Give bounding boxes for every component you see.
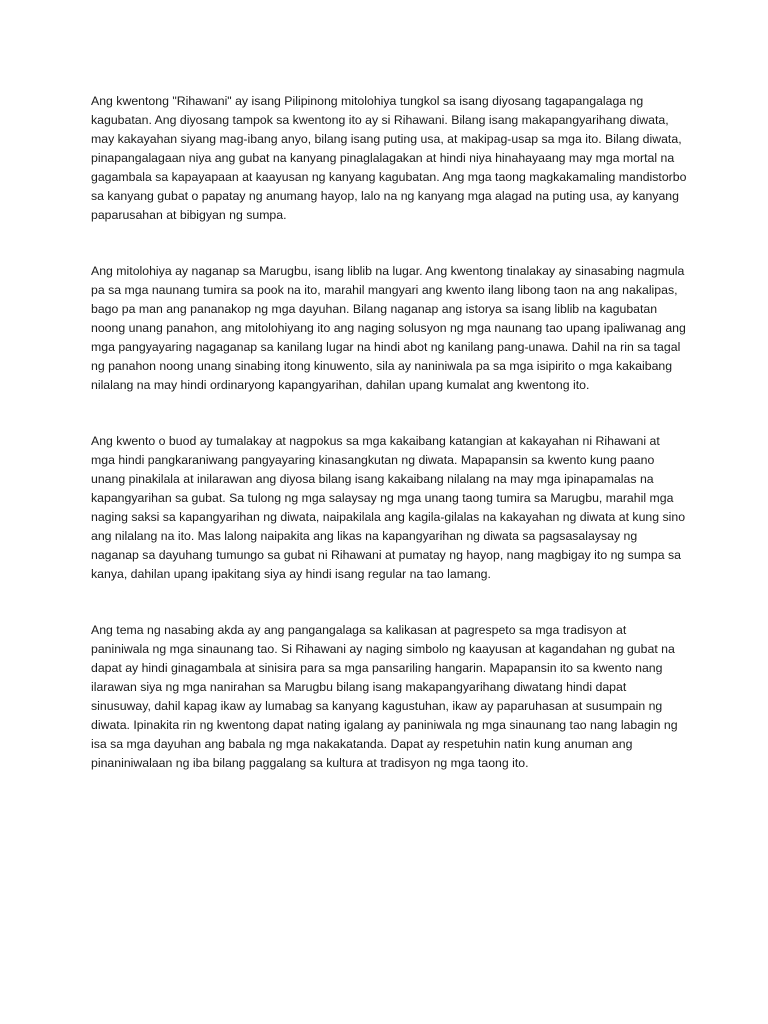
document-body bbox=[91, 92, 687, 810]
paragraph-2: Ang mitolohiya ay naganap sa Marugbu, isang liblib na lugar. Ang kwentong tinalakay ay sinasabing nagmula pa sa mga naunang tumira sa pook na ito, marahil mangyari ang kwento ilang libong taon na ang nakalipas, bago pa man ang pananakop ng mga dayuhan. Bilang naganap ang istorya sa isang liblib na kagubatan noong unang panahon, ang mitolohiyang ito ang naging solusyon ng mga naunang tao upang ipaliwanag ang mga pangyayaring nagaganap sa kanilang lugar na hindi abot ng kanilang pang-unawa. Dahil na rin sa tagal ng panahon noong unang sinabing itong kinuwento, sila ay naniniwala pa sa mga isipirito o mga kakaibang nilalang na may hindi ordinaryong kapangyarihan, dahilan upang kumalat ang kwentong ito. bbox=[91, 264, 686, 392]
paragraph-1: Ang kwentong "Rihawani" ay isang Pilipinong mitolohiya tungkol sa isang diyosang tagapangalaga ng kagubatan. Ang diyosang tampok sa kwentong ito ay si Rihawani. Bilang isang makapangyarihang diwata, may kakayahan siyang mag-ibang anyo, bilang isang puting usa, at makipag-usap sa mga ito. Bilang diwata, pinapangalagaan niya ang gubat na kanyang pinaglalagakan at hindi niya hinahayaang may mga mortal na gagambala sa kapayapaan at kaayusan ng kanyang kagubatan. Ang mga taong magkakamaling mandistorbo sa kanyang gubat o papatay ng anumang hayop, lalo na ng kanyang mga alagad na puting usa, ay kanyang paparusahan at bibigyan ng sumpa. bbox=[91, 94, 687, 222]
paragraph-4: Ang tema ng nasabing akda ay ang pangangalaga sa kalikasan at pagrespeto sa mga tradisyon at paniniwala ng mga sinaunang tao. Si Rihawani ay naging simbolo ng kaayusan at kagandahan ng gubat na dapat ay hindi ginagambala at sinisira para sa mga pansariling hangarin. Mapapansin ito sa kwento nang ilarawan siya ng mga nanirahan sa Marugbu bilang isang makapangyarihang diwatang hindi dapat sinusuway, dahil kapag ikaw ay lumabag sa kanyang kagustuhan, ikaw ay paparuhasan at susumpain ng diwata. Ipinakita rin ng kwentong dapat nating igalang ay paniniwala ng mga sinaunang tao nang labagin ng isa sa mga dayuhan ang babala ng mga nakakatanda. Dapat ay respetuhin natin kung anuman ang pinaniniwalaan ng iba bilang paggalang sa kultura at tradisyon ng mga taong ito. bbox=[91, 623, 678, 770]
paragraph-3: Ang kwento o buod ay tumalakay at nagpokus sa mga kakaibang katangian at kakayahan ni Rihawani at mga hindi pangkaraniwang pangyayaring kinasangkutan ng diwata. Mapapansin sa kwento kung paano unang pinakilala at inilarawan ang diyosa bilang isang kakaibang nilalang na may mga ipinapamalas na kapangyarihan sa gubat. Sa tulong ng mga salaysay ng mga unang taong tumira sa Marugbu, marahil mga naging saksi sa kapangyarihan ng diwata, naipakilala ang kagila-gilalas na kakayahan ng diwata at kung sino ang nilalang na ito. Mas lalong naipakita ang likas na kapangyarihan ng diwata sa pagsasalaysay ng naganap sa dayuhang tumungo sa gubat ni Rihawani at pumatay ng hayop, nang magbigay ito ng sumpa sa kanya, dahilan upang ipakitang siya ay hindi isang regular na tao lamang. bbox=[91, 434, 686, 581]
